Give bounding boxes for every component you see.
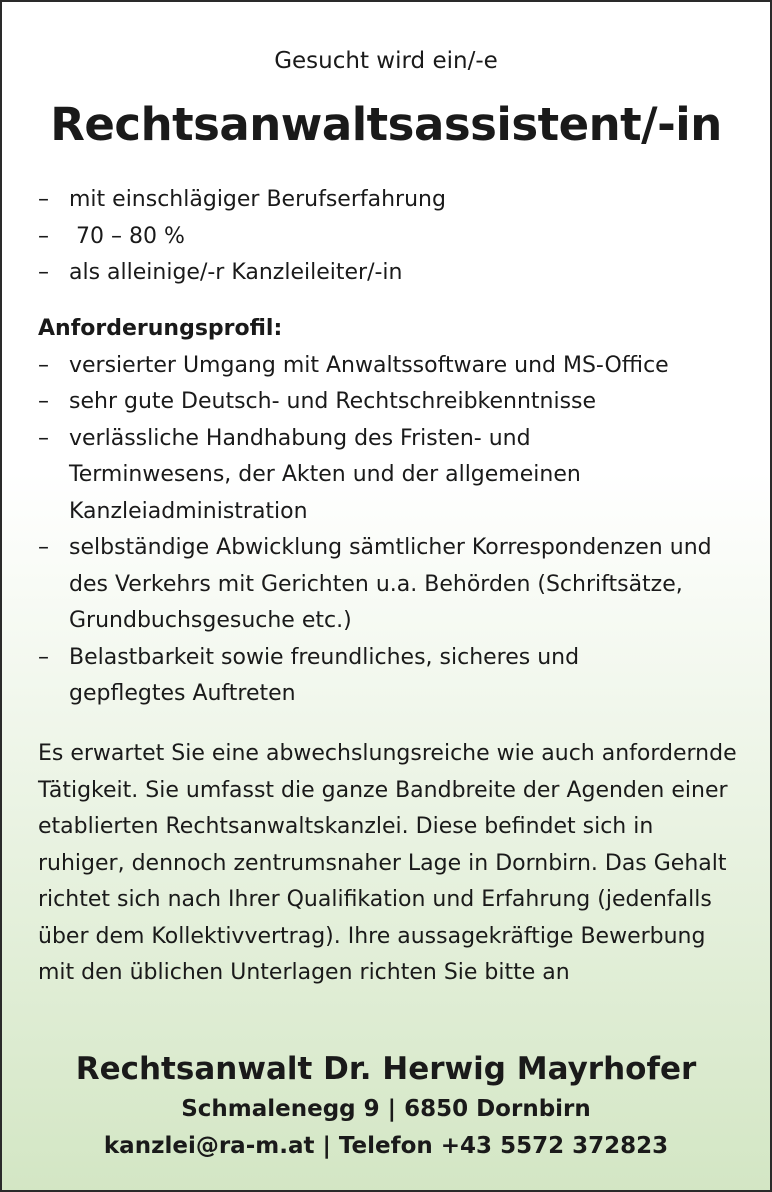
key-points-list xyxy=(38,182,738,292)
list-item xyxy=(38,182,738,219)
dash-bullet: – xyxy=(38,644,49,670)
contact-name: Rechtsanwalt Dr. Herwig Mayrhofer xyxy=(75,1051,697,1087)
requirements-section xyxy=(38,311,738,713)
requirement-text: verlässliche Handhabung des Fristen- und Terminwesens, der Akten und der allgemeinen Kanzleiadministration xyxy=(69,425,581,524)
dash-bullet: – xyxy=(38,535,49,560)
list-item xyxy=(38,640,738,713)
key-point-text: mit einschlägiger Berufserfahrung xyxy=(69,187,446,212)
job-title: Rechtsanwaltsassistent/-in xyxy=(50,98,722,151)
dash-bullet: – xyxy=(38,389,49,414)
contact-address: Schmalenegg 9 | 6850 Dornbirn xyxy=(181,1096,591,1122)
contact-email-phone: kanzlei@ra-m.at | Telefon +43 5572 372823 xyxy=(103,1133,669,1159)
list-item xyxy=(38,421,738,531)
list-item xyxy=(38,530,738,640)
dash-bullet: – xyxy=(38,187,49,212)
list-item xyxy=(38,384,738,421)
requirements-heading: Anforderungsprofil: xyxy=(38,316,283,341)
list-item xyxy=(38,219,738,256)
requirement-text: sehr gute Deutsch- und Rechtschreibkenntnisse xyxy=(69,389,597,414)
closing-section xyxy=(38,736,738,992)
list-item xyxy=(38,348,738,385)
dash-bullet: – xyxy=(38,425,49,451)
requirement-text: versierter Umgang mit Anwaltssoftware und MS-Office xyxy=(69,352,669,378)
intro-line: Gesucht wird ein/-e xyxy=(274,48,498,74)
requirement-text: Belastbarkeit sowie freundliches, sicheres und gepflegtes Auftreten xyxy=(69,644,580,706)
dash-bullet: – xyxy=(38,352,49,378)
requirement-text: selbständige Abwicklung sämtlicher Korrespondenzen und des Verkehrs mit Gerichten u.a. Behörden (Schriftsätze, Grundbuchsgesuche etc.) xyxy=(69,535,712,633)
key-point-text: als alleinige/-r Kanzleileiter/-in xyxy=(69,260,403,285)
list-item xyxy=(38,255,738,292)
key-point-text: 70 – 80 % xyxy=(69,223,185,249)
closing-paragraph: Es erwartet Sie eine abwechslungsreiche wie auch anfordernde Tätigkeit. Sie umfasst die ganze Bandbreite der Agenden einer etablierten Rechtsanwaltskanzlei. Diese befindet sich in ruhiger, dennoch zentrumsnaher Lage in Dornbirn. Das Gehalt richtet sich nach Ihrer Qualifikation und Erfahrung (jedenfalls über dem Kollektivvertrag). Ihre aussagekräftige Bewerbung mit den üblichen Unterlagen richten Sie bitte an xyxy=(38,741,737,985)
dash-bullet: – xyxy=(38,260,49,285)
dash-bullet: – xyxy=(38,223,49,249)
